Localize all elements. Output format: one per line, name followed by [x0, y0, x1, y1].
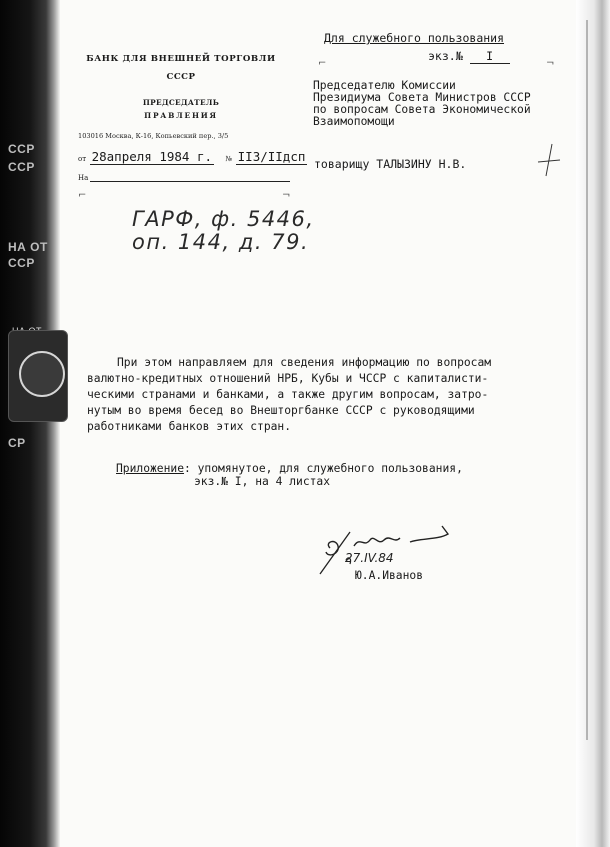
edge-fragment: ССР — [8, 142, 35, 156]
addressee-name: товарищу ТАЛЫЗИНУ Н.В. — [314, 157, 467, 171]
body-line: валютно-кредитных отношений НРБ, Кубы и ЧССР с капиталисти- — [87, 372, 489, 385]
body-line: При этом направляем для сведения информацию по вопросам — [117, 356, 492, 369]
copy-number-line — [428, 49, 510, 64]
annex-label: Приложение — [116, 462, 185, 475]
addressee-line: Председателю Комиссии — [313, 79, 456, 92]
letterhead-address: 103016 Москва, К-16, Копьевский пер., 3/5 — [78, 132, 229, 140]
addressee-line: по вопросам Совета Экономической — [313, 103, 531, 116]
archive-line: ГАРФ, ф. 5446, — [132, 207, 315, 231]
body-line: ческими странами и банками, а также другим вопросам, затро- — [87, 388, 489, 401]
signer-name: Ю.А.Иванов — [355, 569, 424, 582]
registration-line — [78, 149, 307, 164]
corner-mark: ⌐ — [318, 58, 327, 69]
edge-fragment: СР — [8, 436, 26, 450]
reference-line — [78, 174, 290, 182]
classification-label: Для служебного пользования — [324, 31, 505, 45]
annex-continuation: экз.№ I, на 4 листах — [194, 475, 331, 488]
reference-rule — [90, 181, 290, 182]
clock-stamp-icon — [8, 330, 68, 422]
addressee-block — [313, 80, 531, 128]
check-mark-icon — [534, 140, 564, 180]
addressee-line: Взаимопомощи — [313, 115, 395, 128]
body-line: работниками банков этих стран. — [87, 420, 292, 433]
number-label: № — [225, 155, 233, 163]
letter-number: II3/IIдсп — [237, 149, 306, 164]
copy-label: экз.№ — [428, 49, 463, 63]
letterhead-board: ПРАВЛЕНИЯ — [144, 111, 218, 120]
letterhead-bank: БАНК ДЛЯ ВНЕШНЕЙ ТОРГОВЛИ — [86, 54, 276, 64]
corner-mark: ⌐ — [78, 190, 87, 201]
archive-line: оп. 144, д. 79. — [132, 230, 310, 254]
scan-right-line — [586, 20, 588, 740]
annex-block — [116, 462, 463, 488]
copy-number: I — [470, 49, 510, 64]
edge-fragment: НА ОТ — [8, 240, 48, 254]
reference-label: На — [78, 174, 89, 182]
edge-fragment: ССР — [8, 160, 35, 174]
annex-text: : упомянутое, для служебного пользования, — [184, 462, 463, 475]
scan-left-edge — [0, 0, 60, 847]
corner-mark: ¬ — [282, 190, 291, 201]
corner-mark: ¬ — [546, 58, 555, 69]
scan-right-edge — [576, 0, 610, 847]
letter-date: 28апреля 1984 г. — [91, 149, 213, 164]
from-label: от — [78, 155, 87, 163]
body-line: нутым во время бесед во Внешторгбанке СССР с руководящими — [87, 404, 475, 417]
letterhead-country: СССР — [166, 72, 196, 82]
body-text — [87, 355, 557, 435]
handwritten-date: 27.IV.84 — [345, 551, 394, 565]
edge-fragment: ССР — [8, 256, 35, 270]
letterhead — [72, 54, 290, 120]
letterhead-position: ПРЕДСЕДАТЕЛЬ — [142, 98, 220, 107]
archive-annotation — [132, 208, 315, 254]
addressee-line: Президиума Совета Министров СССР — [313, 91, 531, 104]
